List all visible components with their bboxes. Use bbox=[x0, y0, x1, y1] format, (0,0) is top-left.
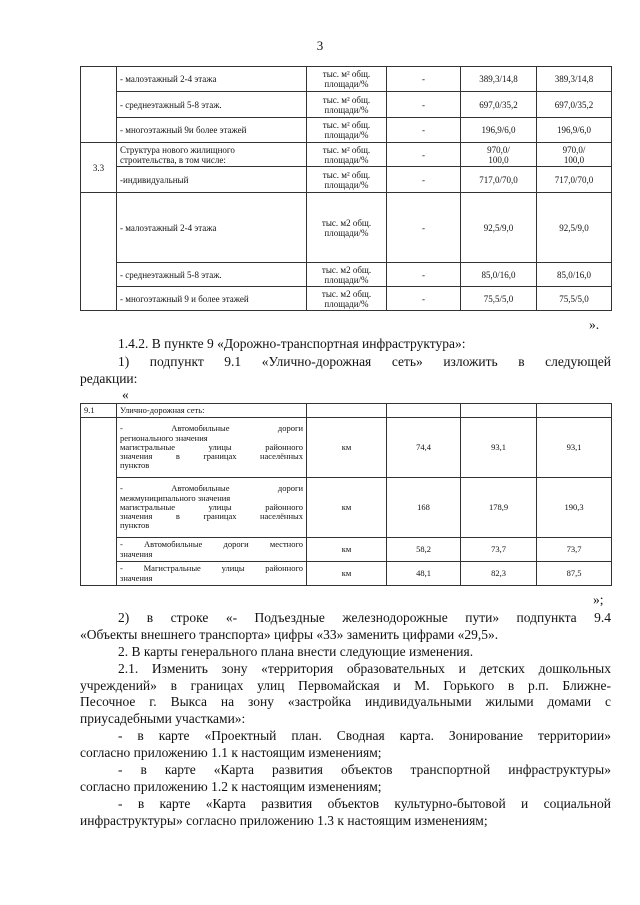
table-cell-name: - Автомобильные дороги межмуниципального значения магистральные улицы районного значения в границах населённых пунктов bbox=[117, 478, 307, 538]
table-row bbox=[81, 287, 612, 311]
table-cell-value: 389,3/14,8 bbox=[461, 67, 537, 92]
table-cell-empty bbox=[307, 404, 387, 418]
table-row bbox=[81, 478, 612, 538]
table-cell-value: 196,9/6,0 bbox=[461, 118, 537, 143]
table-row bbox=[81, 143, 612, 167]
table-cell-unit: тыс. м2 общ. площади/% bbox=[307, 263, 387, 287]
table-cell-unit: тыс. м² общ. площади/% bbox=[307, 67, 387, 92]
table-cell-name: Улично-дорожная сеть: bbox=[117, 404, 307, 418]
table-cell-name: Структура нового жилищного строительства, в том числе: bbox=[117, 143, 307, 167]
item-2-paragraph: 2) в строке «- Подъездные железнодорожные пути» подпункта 9.4 «Объекты внешнего транспорта» цифры «33» заменить цифрами «29,5». bbox=[80, 610, 611, 642]
table-cell-name: - малоэтажный 2-4 этажа bbox=[117, 193, 307, 263]
table-cell-value: - bbox=[387, 193, 461, 263]
table-cell-value: 697,0/35,2 bbox=[537, 92, 612, 118]
table-cell-name: - Автомобильные дороги местного значения bbox=[117, 538, 307, 562]
section-2-heading: 2. В карты генерального плана внести следующие изменения. bbox=[118, 644, 474, 659]
page-number: 3 bbox=[316, 38, 324, 53]
table-cell-name: - малоэтажный 2-4 этажа bbox=[117, 67, 307, 92]
housing-structure-table bbox=[80, 66, 612, 311]
table-cell-value: 73,7 bbox=[461, 538, 537, 562]
table-cell-num: 9.1 bbox=[81, 404, 117, 418]
item-1-paragraph: 1) подпункт 9.1 «Улично-дорожная сеть» изложить в следующей редакции: bbox=[80, 354, 611, 386]
table-cell-value: 85,0/16,0 bbox=[461, 263, 537, 287]
table-cell-empty bbox=[537, 404, 612, 418]
table-row bbox=[81, 418, 612, 478]
section-2-1-paragraph: 2.1. Изменить зону «территория образовательных и детских дошкольных учреждений» в границах улиц Первомайская и М. Горького в р.п. Ближне- Песочное г. Выкса на зону «застройка индивидуальными жилыми домами с приусадебными участками»: bbox=[80, 661, 611, 726]
table-cell-value: 48,1 bbox=[387, 562, 461, 586]
table-cell-unit: км bbox=[307, 478, 387, 538]
table-cell-name: -индивидуальный bbox=[117, 167, 307, 193]
table2-opening-quote: « bbox=[122, 387, 129, 402]
table-cell-value: - bbox=[387, 143, 461, 167]
bullet-1-paragraph: - в карте «Проектный план. Сводная карта. Зонирование территории» согласно приложению 1.1 к настоящим изменениям; bbox=[80, 728, 611, 760]
table-cell-name: - среднеэтажный 5-8 этаж. bbox=[117, 263, 307, 287]
table-cell-value: 717,0/70,0 bbox=[461, 167, 537, 193]
table1-closing-quote: ». bbox=[589, 317, 600, 332]
table-cell-name: - Автомобильные дороги регионального значения магистральные улицы районного значения в границах населённых пунктов bbox=[117, 418, 307, 478]
table-cell-value: 75,5/5,0 bbox=[537, 287, 612, 311]
table-cell-value: - bbox=[387, 67, 461, 92]
table-cell-value: 75,5/5,0 bbox=[461, 287, 537, 311]
table-cell-value: - bbox=[387, 92, 461, 118]
table-cell-value: 697,0/35,2 bbox=[461, 92, 537, 118]
table-row bbox=[81, 193, 612, 263]
bullet-2-paragraph: - в карте «Карта развития объектов транспортной инфраструктуры» согласно приложению 1.2 к настоящим изменениям; bbox=[80, 762, 611, 794]
table-cell-num bbox=[81, 67, 117, 143]
table-cell-value: 87,5 bbox=[537, 562, 612, 586]
table-cell-value: 92,5/9,0 bbox=[461, 193, 537, 263]
table-row bbox=[81, 67, 612, 92]
table-cell-unit: км bbox=[307, 538, 387, 562]
table-cell-value: 58,2 bbox=[387, 538, 461, 562]
table-row bbox=[81, 538, 612, 562]
table-cell-value: 93,1 bbox=[461, 418, 537, 478]
table-cell-value: 970,0/ 100,0 bbox=[537, 143, 612, 167]
table-cell-value: 389,3/14,8 bbox=[537, 67, 612, 92]
table-cell-unit: км bbox=[307, 418, 387, 478]
table-row bbox=[81, 562, 612, 586]
table-cell-value: 178,9 bbox=[461, 478, 537, 538]
table-cell-value: 190,3 bbox=[537, 478, 612, 538]
table-cell-num bbox=[81, 193, 117, 311]
table-cell-num bbox=[81, 418, 117, 586]
table-cell-value: 73,7 bbox=[537, 538, 612, 562]
table-cell-value: - bbox=[387, 118, 461, 143]
table2-closing-quote: »; bbox=[593, 592, 604, 607]
table-cell-name: - многоэтажный 9 и более этажей bbox=[117, 287, 307, 311]
table-cell-empty bbox=[387, 404, 461, 418]
table-cell-value: 168 bbox=[387, 478, 461, 538]
table-cell-unit: км bbox=[307, 562, 387, 586]
table-cell-name: - многоэтажный 9и более этажей bbox=[117, 118, 307, 143]
table-cell-value: 93,1 bbox=[537, 418, 612, 478]
table-cell-value: 82,3 bbox=[461, 562, 537, 586]
bullet-3-paragraph: - в карте «Карта развития объектов культурно-бытовой и социальной инфраструктуры» согласно приложению 1.3 к настоящим изменениям; bbox=[80, 796, 611, 828]
table-cell-value: 74,4 bbox=[387, 418, 461, 478]
table-cell-unit: тыс. м² общ. площади/% bbox=[307, 92, 387, 118]
table-cell-value: 717,0/70,0 bbox=[537, 167, 612, 193]
table-row bbox=[81, 92, 612, 118]
table-cell-value: 196,9/6,0 bbox=[537, 118, 612, 143]
table-cell-empty bbox=[461, 404, 537, 418]
table-row bbox=[81, 118, 612, 143]
table-cell-value: 970,0/ 100,0 bbox=[461, 143, 537, 167]
table-cell-value: - bbox=[387, 263, 461, 287]
table-cell-unit: тыс. м² общ. площади/% bbox=[307, 143, 387, 167]
table-cell-unit: тыс. м² общ. площади/% bbox=[307, 167, 387, 193]
clause-1-4-2: 1.4.2. В пункте 9 «Дорожно-транспортная инфраструктура»: bbox=[118, 336, 466, 351]
table-cell-value: - bbox=[387, 287, 461, 311]
table-cell-value: 92,5/9,0 bbox=[537, 193, 612, 263]
table-cell-unit: тыс. м2 общ. площади/% bbox=[307, 287, 387, 311]
table-cell-value: 85,0/16,0 bbox=[537, 263, 612, 287]
table-cell-unit: тыс. м² общ. площади/% bbox=[307, 118, 387, 143]
table-cell-value: - bbox=[387, 167, 461, 193]
table-cell-name: - Магистральные улицы районного значения bbox=[117, 562, 307, 586]
table-row bbox=[81, 167, 612, 193]
table-cell-num: 3.3 bbox=[81, 143, 117, 193]
table-row bbox=[81, 404, 612, 418]
table-cell-unit: тыс. м2 общ. площади/% bbox=[307, 193, 387, 263]
table-row bbox=[81, 263, 612, 287]
road-network-table bbox=[80, 403, 612, 586]
table-cell-name: - среднеэтажный 5-8 этаж. bbox=[117, 92, 307, 118]
